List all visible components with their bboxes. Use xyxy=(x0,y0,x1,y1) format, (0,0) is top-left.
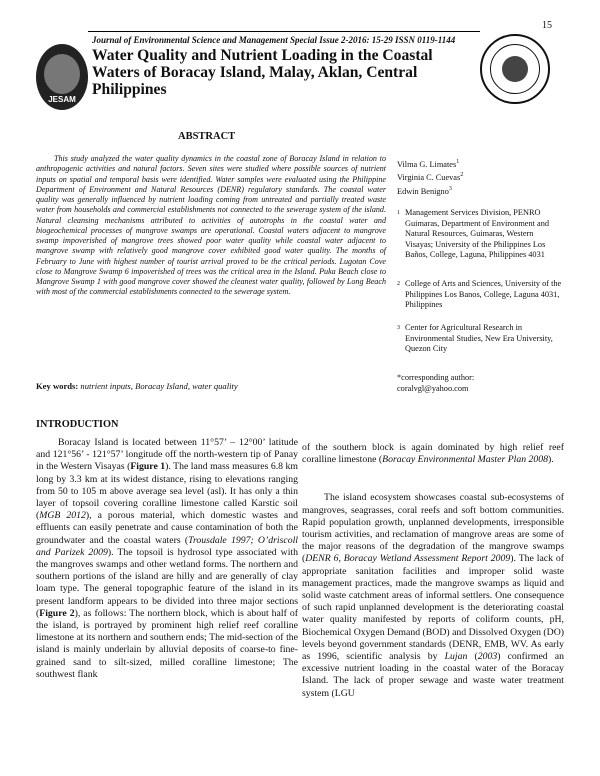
affiliation-3: 3 Center for Agricultural Research in Environmental Studies, New Era University, Quezon City xyxy=(397,323,553,353)
university-seal-icon xyxy=(480,34,550,104)
jesam-logo-text: JESAM xyxy=(48,95,76,104)
author-list xyxy=(397,157,463,197)
intro-paragraph-1-continued: of the southern block is again dominated by high relief reef coralline limestone (Boracay Environmental Master Plan 2008). xyxy=(302,442,564,466)
jesam-logo xyxy=(36,44,88,110)
keywords-line: Key words: nutrient inputs, Boracay Island, water quality xyxy=(36,381,238,391)
keywords-label: Key words xyxy=(36,381,76,391)
paper-title: Water Quality and Nutrient Loading in the Coastal Waters of Boracay Island, Malay, Aklan, Central Philippines xyxy=(92,47,433,98)
journal-line: Journal of Environmental Science and Management Special Issue 2-2016: 15-29 ISSN 0119-1144 xyxy=(92,35,456,45)
intro-left-column xyxy=(36,437,298,681)
intro-paragraph-2: The island ecosystem showcases coastal sub-ecosystems of mangroves, seagrasses, coral reefs and soft bottom communities. Rapid population growth, unplanned developments, irresponsible tourism activities, and reclamation of mangrove areas are some of the major reasons of the degradation of the mangrove swamps (DENR 6, Boracay Wetland Assessment Report 2009). The lack of appropriate sanitation facilities and improper solid waste management practices, made the mangrove swamps as liquid and solid waste catchment areas of informal settlers. One consequence of such rapid unplanned development is the deteriorating coastal water quality manifested by reports of coliform counts, pH, Biochemical Oxygen Demand (BOD) and Dissolved Oxygen (DO) levels beyond government standards (DENR, EMB, WV. As early as 1996, scientific analysis by Lujan (2003) confirmed an excessive nutrient loading in the coastal water of the Boracay Island. The lack of proper sewage and waste water treatment system (LGU xyxy=(302,492,565,699)
corresponding-author xyxy=(397,373,474,394)
header-rule xyxy=(88,31,480,32)
author-1: Vilma G. Limates$^1$ xyxy=(397,159,460,169)
author-3: Edwin Benigno$^3$ xyxy=(397,185,452,196)
page-number: 15 xyxy=(542,20,552,31)
intro-paragraph-1: Boracay Island is located between 11°57’ – 12°00’ latitude and 121°56’ - 121°57’ longitude off the north-western tip of Panay in the Western Visayas (Figure 1). The land mass measures 6.8 km long by 3.3 km at its widest distance, rising to elevations ranging from 50 to 105 m above average sea level (asl). It has only a thin layer of topsoil covering coralline limestone called Karstic soil (MGB 2012), a porous material, which domestic wastes and effluents can easily penetrate and cause contamination of both the groundwater and the coastal waters (Trousdale 1997; O’driscoll and Parizek 2009). The topsoil is hydrosol type associated with the mangroves swamps and other wetland forms. The northern and southern portions of the island are hilly and are generally of clay loam type. The general topographic feature of the island in its present landform appears to be divided into three major sections (Figure 2), as follows: The northern block, which is about half of the island, is portrayed by prominent high relief reef coralline limestone at its northern and southern ends; The mid-section of the island is mainly underlain by alluvial deposits of coarse-to fine-grained sand to silt-sized, milled coralline limestone; The southwest flank xyxy=(36,437,299,680)
affiliation-2: 2 College of Arts and Sciences, University of the Philippines Los Banos, College, Laguna 4031, Philippines xyxy=(397,279,562,309)
corresponding-email: coralvgl@yahoo.com xyxy=(397,383,469,393)
keywords-value: nutrient inputs, Boracay Island, water quality xyxy=(80,381,238,391)
abstract-heading: ABSTRACT xyxy=(178,131,236,142)
corresponding-label: *corresponding author: xyxy=(397,373,475,382)
intro-right-column xyxy=(302,442,564,700)
intro-heading: INTRODUCTION xyxy=(36,419,119,430)
abstract-text: This study analyzed the water quality dynamics in the coastal zone of Boracay Island in relation to anthropogenic activities and natural factors. Seven sites were studied where possible sources of nutrient inputs on spatial and temporal basis were identified. Water samples were evaluated using the Philippine Department of Environment and Natural Resources (DENR) regulatory standards. The coastal water quality was generally influenced by nutrient loading coming from untreated and partially treated waste water from households and commercial establishments not connected to the sewerage system of the island. Natural cleansing mechanisms attributed to activities of autotrophs in the coastal water and biogeochemical processes of mangrove swamps are operational. Coastal waters adjacent to mangrove swamp impoverished of mangrove trees showed poor water quality while coastal water adjacent to mangrove swamp with relatively good mangrove cover exhibited good water quality. The months of February to June with highest number of tourist arrival proved to be the critical periods. Lugotan Cove close to Mangrove Swamp 6 impoverished of trees was the critical area in the Island. Puka Beach close to Mangrove Swamp 1 with good mangrove cover showed the cleanest water quality, followed by Long Beach with most of the commercial establishments connected to the sewerage system. xyxy=(36,154,386,297)
author-2: Virginia C. Cuevas$^2$ xyxy=(397,172,464,183)
affiliation-1: 1 Management Services Division, PENRO Guimaras, Department of Environment and Natural Resources, Guimaras, Western Visayas; University of the Philippines Los Baños, College, Laguna, Philippines 4031 xyxy=(397,208,550,259)
